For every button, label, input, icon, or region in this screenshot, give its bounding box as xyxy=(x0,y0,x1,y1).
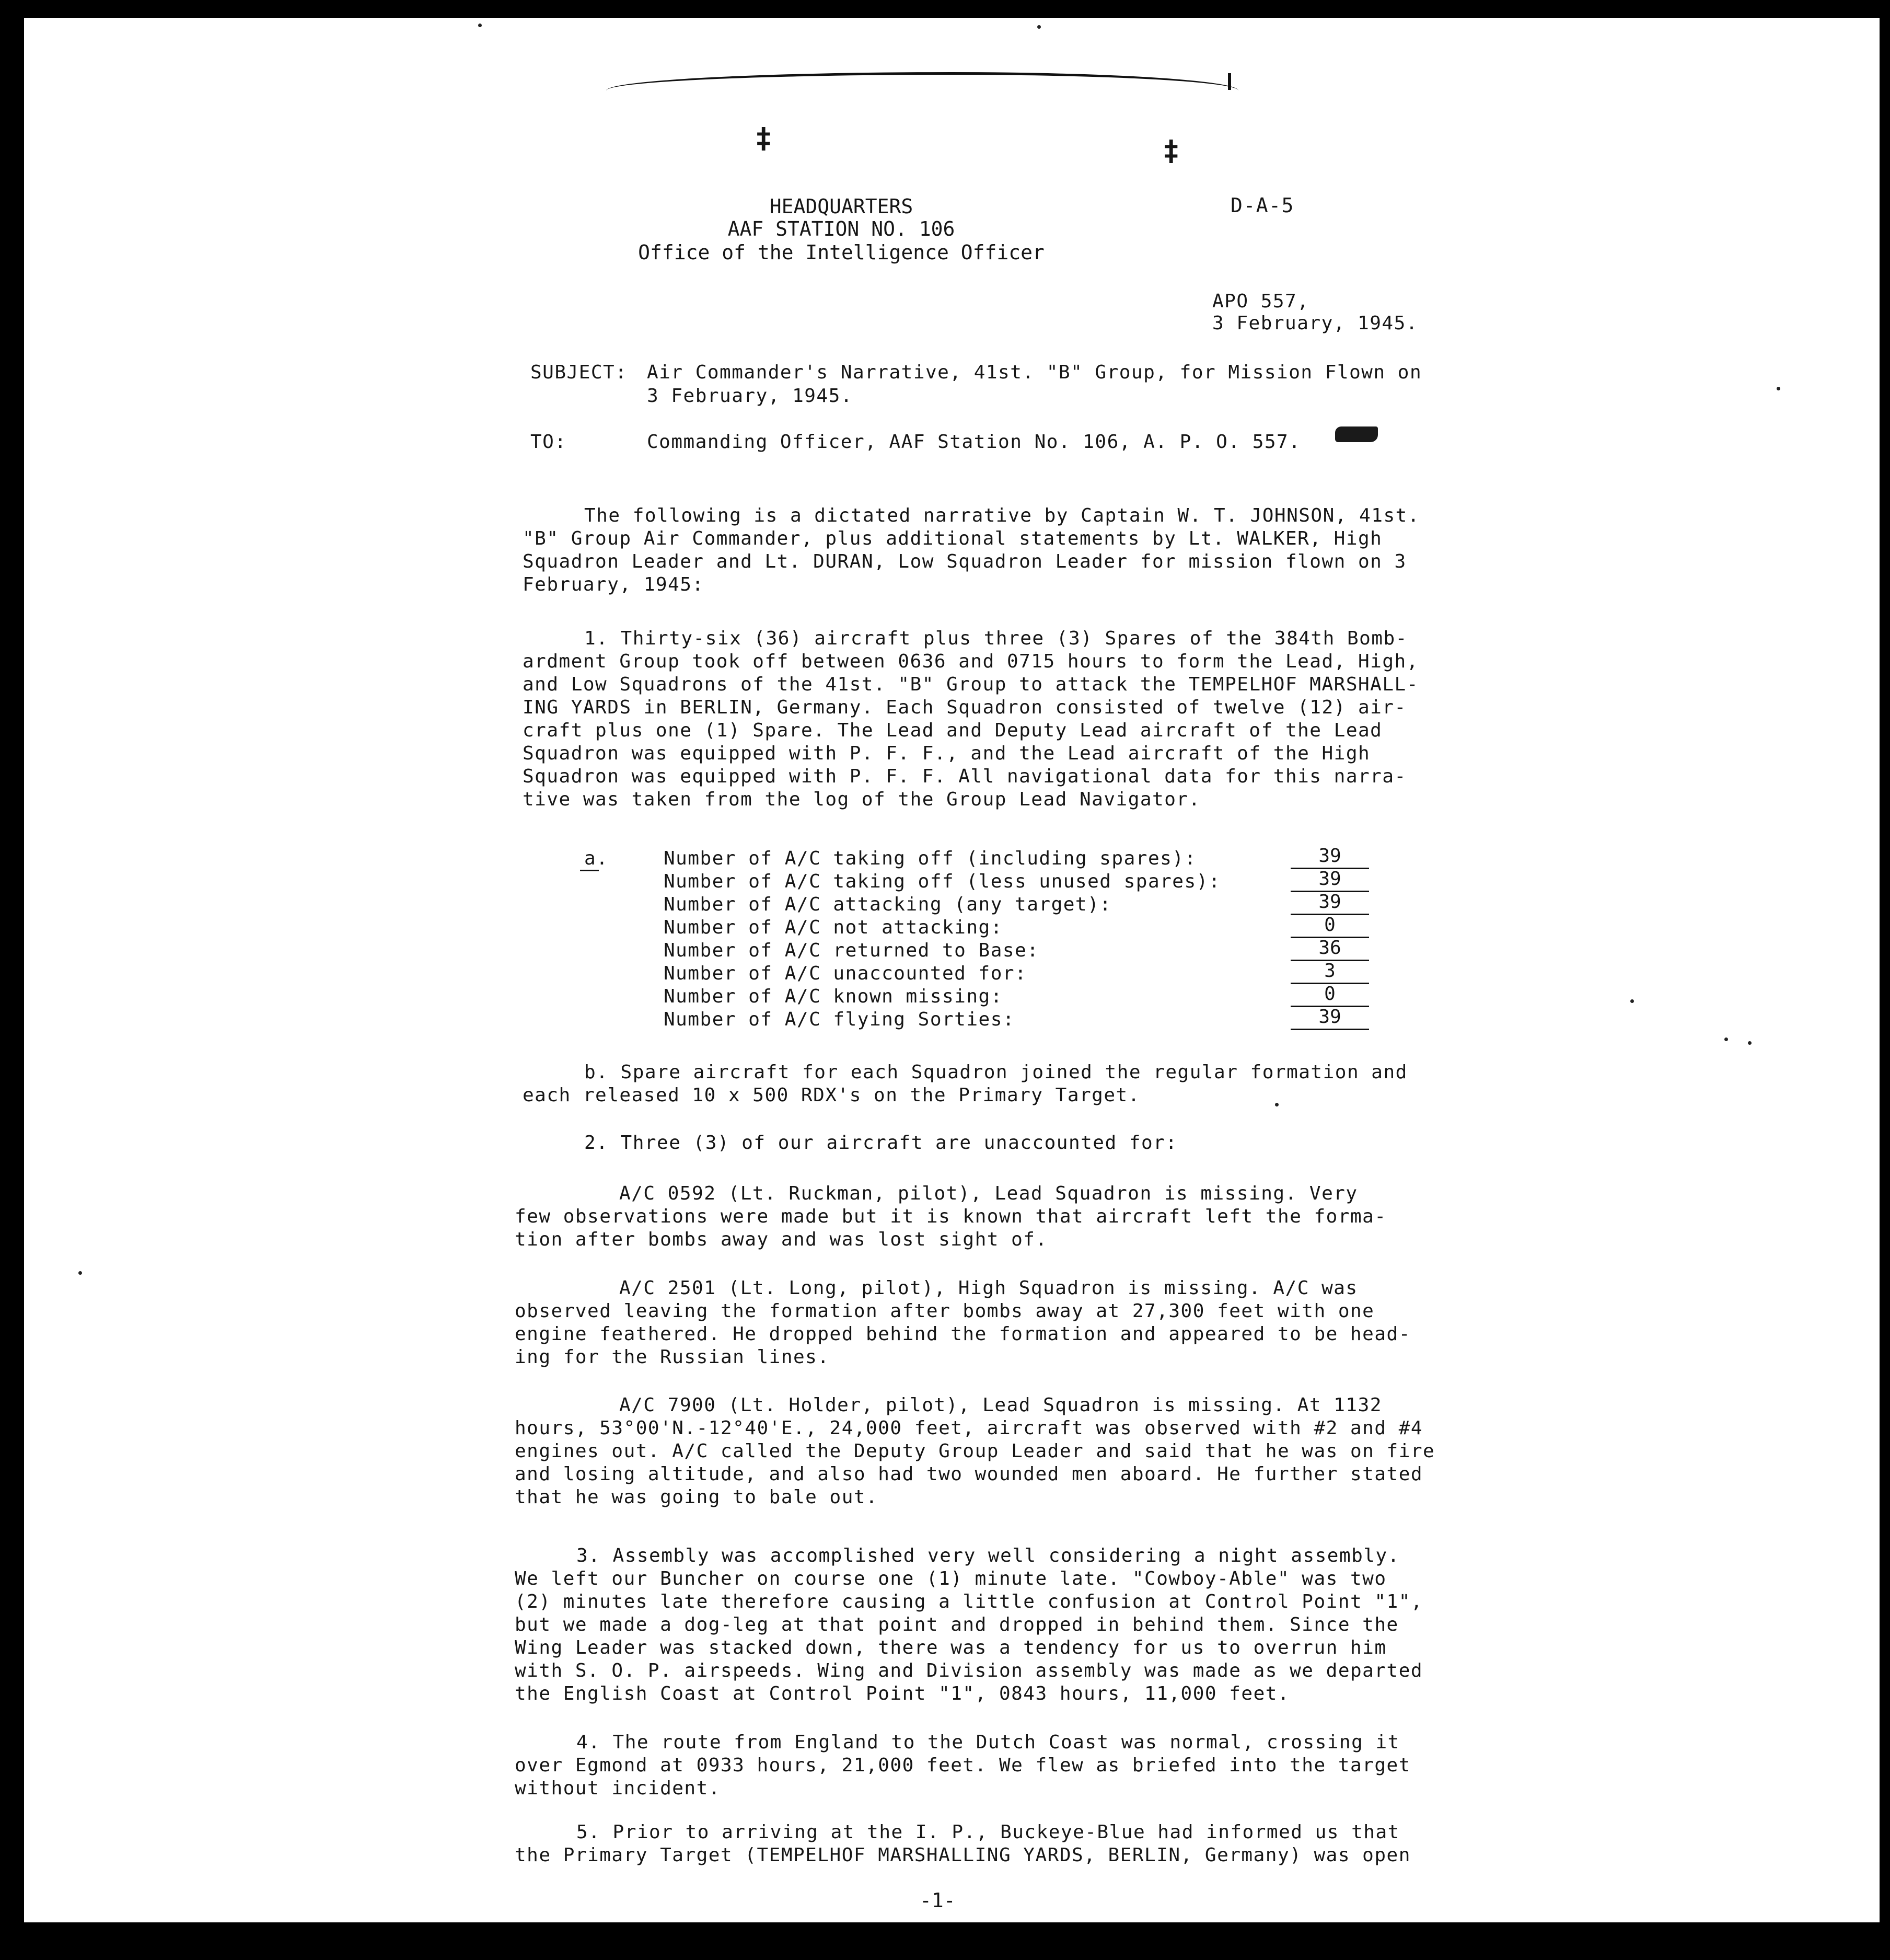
stats-value: 39 xyxy=(1318,891,1341,913)
stats-underline xyxy=(1291,1029,1369,1030)
classification-mark-left: ‡ xyxy=(755,122,772,155)
document-date: 3 February, 1945. xyxy=(1212,313,1418,334)
stats-label: Number of A/C flying Sorties: xyxy=(664,1009,1015,1030)
file-code: D-A-5 xyxy=(1231,194,1294,217)
stats-label: Number of A/C unaccounted for: xyxy=(664,963,1027,984)
scan-speck xyxy=(1724,1037,1728,1041)
paragraph-5: 5. Prior to arriving at the I. P., Buckeye-Blue had informed us that the Primary Target (TEMPELHOF MARSHALLING YARDS, BERLIN, Germany) was open xyxy=(515,1821,1411,1866)
stats-label: Number of A/C taking off (including spares): xyxy=(664,848,1197,869)
missing-aircraft-0592: A/C 0592 (Lt. Ruckman, pilot), Lead Squadron is missing. Very few observations were made but it is known that aircraft left the forma- tion after bombs away and was lost sight of. xyxy=(515,1183,1387,1250)
scan-speck xyxy=(1275,1103,1279,1106)
scan-border-bottom xyxy=(0,1922,1890,1960)
scan-border-top xyxy=(0,0,1890,18)
stats-label: Number of A/C attacking (any target): xyxy=(664,894,1112,915)
scan-speck xyxy=(478,24,482,27)
to-label: TO: xyxy=(530,431,567,453)
stats-value: 0 xyxy=(1324,914,1336,936)
subject-line-1: Air Commander's Narrative, 41st. "B" Group, for Mission Flown on xyxy=(647,362,1422,383)
header-title: HEADQUARTERS xyxy=(769,195,913,218)
scan-speck xyxy=(1037,25,1041,29)
header-station: AAF STATION NO. 106 xyxy=(727,217,955,240)
missing-aircraft-2501: A/C 2501 (Lt. Long, pilot), High Squadron is missing. A/C was observed leaving the formation after bombs away at 27,300 feet with one engine feathered. He dropped behind the formation and appeared to be head- ing for the Russian lines. xyxy=(515,1277,1411,1368)
stats-letter: a. xyxy=(584,848,609,869)
scan-speck xyxy=(1748,1041,1752,1045)
stats-value: 39 xyxy=(1318,868,1341,890)
intro-paragraph: The following is a dictated narrative by Captain W. T. JOHNSON, 41st. "B" Group Air Commander, plus additional statements by Lt. WALKER, High Squadron Leader and Lt. DURAN, Low Squadron Leader for mission flown on 3 February, 1945: xyxy=(523,505,1420,595)
stats-value: 0 xyxy=(1324,983,1336,1005)
missing-aircraft-7900: A/C 7900 (Lt. Holder, pilot), Lead Squadron is missing. At 1132 hours, 53°00'N.-12°40'E., 24,000 feet, aircraft was observed with #2 and #4 engines out. A/C called the Deputy Group Leader and said that he was on fire and losing altitude, and also had two wounded men aboard. He further stated that he was going to bale out. xyxy=(515,1394,1435,1508)
scan-speck xyxy=(78,1271,82,1275)
top-rule-tick xyxy=(1228,73,1231,90)
subject-line-2: 3 February, 1945. xyxy=(647,385,853,407)
classification-mark-right: ‡ xyxy=(1163,134,1180,167)
paragraph-b: b. Spare aircraft for each Squadron joined the regular formation and each released 10 x 500 RDX's on the Primary Target. xyxy=(523,1062,1408,1106)
scan-speck xyxy=(1630,999,1634,1003)
stats-label: Number of A/C known missing: xyxy=(664,986,1003,1007)
apo-number: APO 557, xyxy=(1212,291,1309,312)
scan-border-left xyxy=(0,0,24,1960)
header-office: Office of the Intelligence Officer xyxy=(638,241,1045,264)
scan-speck xyxy=(1777,387,1780,390)
stats-letter-underline xyxy=(580,870,599,871)
scan-border-right xyxy=(1880,0,1890,1960)
stats-value: 3 xyxy=(1324,960,1336,982)
page-number: -1- xyxy=(920,1889,956,1912)
ink-blot xyxy=(1335,426,1378,442)
paragraph-4: 4. The route from England to the Dutch Coast was normal, crossing it over Egmond at 0933 hours, 21,000 feet. We flew as briefed into the target without incident. xyxy=(515,1732,1411,1799)
subject-label: SUBJECT: xyxy=(530,362,628,383)
top-rule xyxy=(606,72,1238,93)
paragraph-1: 1. Thirty-six (36) aircraft plus three (3) Spares of the 384th Bomb- ardment Group took off between 0636 and 0715 hours to form the Lead, High, and Low Squadrons of the 41st. "B" Group to attack the TEMPELHOF MARSHALL- ING YARDS in BERLIN, Germany. Each Squadron consisted of twelve (12) air- craft plus one (1) Spare. The Lead and Deputy Lead aircraft of the Lead Squadron was equipped with P. F. F., and the Lead aircraft of the High Squadron was equipped with P. F. F. All navigational data for this narra- tive was taken from the log of the Group Lead Navigator. xyxy=(523,628,1419,810)
to-recipient: Commanding Officer, AAF Station No. 106, A. P. O. 557. xyxy=(647,431,1301,453)
stats-value: 39 xyxy=(1318,1006,1341,1028)
paragraph-2: 2. Three (3) of our aircraft are unaccounted for: xyxy=(584,1132,1178,1154)
stats-value: 39 xyxy=(1318,845,1341,867)
stats-label: Number of A/C returned to Base: xyxy=(664,940,1039,961)
stats-label: Number of A/C not attacking: xyxy=(664,917,1003,938)
stats-label: Number of A/C taking off (less unused spares): xyxy=(664,871,1221,892)
paragraph-3: 3. Assembly was accomplished very well considering a night assembly. We left our Buncher on course one (1) minute late. "Cowboy-Able" was two (2) minutes late therefore causing a little confusion at Control Point "1", but we made a dog-leg at that point and dropped in behind them. Since the Wing Leader was stacked down, there was a tendency for us to overrun him with S. O. P. airspeeds. Wing and Division assembly was made as we departed the English Coast at Control Point "1", 0843 hours, 11,000 feet. xyxy=(515,1545,1423,1704)
stats-value: 36 xyxy=(1318,937,1341,959)
